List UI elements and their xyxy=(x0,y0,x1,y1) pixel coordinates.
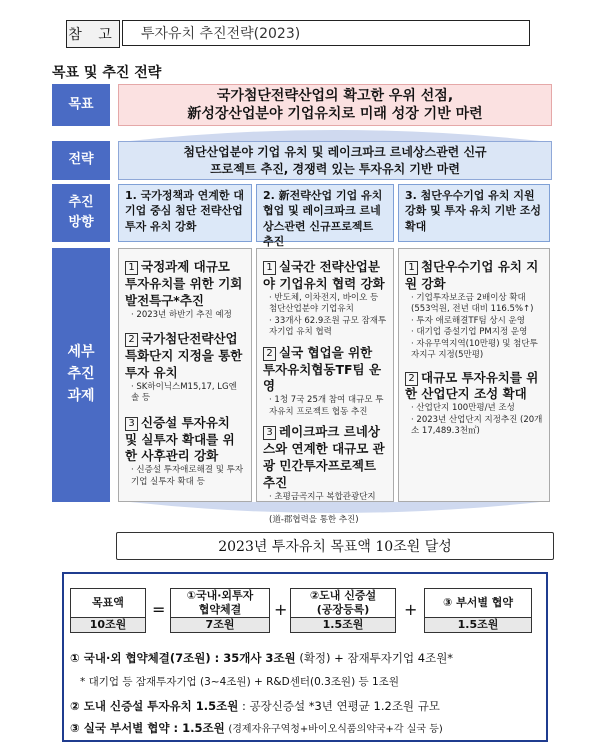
detail-sub: · 2023년 하반기 추진 예정 xyxy=(131,310,245,321)
part-label: ③ 부서별 협약 xyxy=(442,596,514,610)
strategy-label-text: 전략 xyxy=(68,152,94,168)
details-label xyxy=(52,248,110,502)
detail-item xyxy=(263,259,387,293)
document-title xyxy=(122,20,530,46)
detail-heading: 첨단우수기업 유치 지원 강화 xyxy=(405,259,539,291)
part-label: 협약체결 xyxy=(198,603,242,616)
detail-sub: · 33개사 62.9조원 규모 잠재투자기업 유치 협력 xyxy=(269,316,387,339)
goal-label-text: 목표 xyxy=(68,96,94,112)
direction-item-2: 2. 新전략산업 기업 유치 협업 및 레이크파크 르네상스관련 신규프로젝트 추진 xyxy=(256,184,394,242)
number-badge: 2 xyxy=(125,333,138,347)
goal-line-2: 新성장산업분야 기업유치로 미래 성장 기반 마련 xyxy=(187,106,483,122)
detail-sub: · 자유무역지역(10만평) 및 첨단투자지구 지정(5만평) xyxy=(411,339,543,362)
detail-sub: · 산업단지 100만평/년 조성 xyxy=(411,403,543,414)
detail-heading: 레이크파크 르네상스와 연계한 대규모 관광 민간투자프로젝트 추진 xyxy=(263,424,385,490)
detail-sub: · 투자 애로해결TF팀 상시 운영 xyxy=(411,316,543,327)
target-part-2 xyxy=(290,588,396,633)
strategy-label xyxy=(52,141,110,180)
direction-item-1: 1. 국가정책과 연계한 대기업 중심 첨단 전략산업 투자 유치 강화 xyxy=(118,184,252,242)
detail-heading: 대규모 투자유치를 위한 산업단지 조성 확대 xyxy=(405,369,539,402)
part-label: ①국내·외투자 xyxy=(186,589,254,603)
goal-label xyxy=(52,84,110,126)
detail-sub: · 반도체, 이차전지, 바이오 등 첨단산업분야 기업유치 xyxy=(269,293,387,316)
plus-sign: + xyxy=(404,600,418,619)
target-line-4 xyxy=(70,720,443,736)
detail-item xyxy=(125,259,245,310)
detail-item xyxy=(125,331,245,382)
detail-item xyxy=(263,345,387,396)
detail-sub: · SK하이닉스M15,17, LG엔솔 등 xyxy=(131,382,245,405)
detail-sub: · 대기업 증설기업 PM지정 운영 xyxy=(411,327,543,338)
target-title xyxy=(116,532,554,560)
detail-item xyxy=(125,415,245,466)
target-line-1-a: ① 국내·외 협약체결(7조원) : 35개사 3조원 xyxy=(70,651,296,665)
target-total-value: 10조원 xyxy=(71,618,145,632)
details-label-l3: 과제 xyxy=(67,387,95,404)
target-panel xyxy=(62,572,548,742)
details-label-l1: 세부 xyxy=(67,344,95,361)
section-title: 목표 및 추진 전략 xyxy=(52,65,162,81)
goal-box xyxy=(118,84,552,126)
number-badge: 1 xyxy=(405,261,418,275)
detail-sub: · (道-郡협력을 통한 추진) xyxy=(269,503,387,526)
part-label: ②도내 신증설 xyxy=(309,589,377,603)
detail-sub: · 기업투자보조금 2배이상 확대 (553억원, 전년 대비 116.5%↑) xyxy=(411,293,543,316)
reference-tag-label: 참 고 xyxy=(68,27,118,43)
part-label: (공장등록) xyxy=(316,603,370,616)
number-badge: 2 xyxy=(405,372,418,386)
strategy-line-1: 첨단산업분야 기업 유치 및 레이크파크 르네상스관련 신규 xyxy=(183,145,487,160)
detail-heading: 신증설 투자유치 및 실투자 확대를 위한 사후관리 강화 xyxy=(125,414,235,464)
detail-item xyxy=(405,370,543,404)
number-badge: 1 xyxy=(263,261,276,275)
target-line-1-b: (확정) + 잠재투자기업 4조원* xyxy=(299,651,454,665)
part-value: 1.5조원 xyxy=(425,618,531,632)
target-total-cell xyxy=(70,588,146,633)
details-column-1 xyxy=(118,248,252,502)
target-part-3 xyxy=(424,588,532,633)
detail-heading: 국가첨단전략산업 특화단지 지정을 통한 투자 유치 xyxy=(125,331,243,380)
detail-sub: · 초평금곡지구 복합관광단지 xyxy=(269,492,387,503)
details-column-3 xyxy=(398,248,550,502)
strategy-box xyxy=(118,141,552,180)
number-badge: 1 xyxy=(125,261,138,275)
detail-item xyxy=(263,424,387,492)
target-line-2: * 대기업 등 잠재투자기업 (3~4조원) + R&D센터(0.3조원) 등 1조원 xyxy=(80,676,399,688)
target-line-4-b: (경제자유구역청+바이오식품의약국+각 실국 등) xyxy=(228,724,443,735)
target-line-3 xyxy=(70,698,440,714)
detail-sub: · 1청 7국 25개 참여 대규모 투자유치 프로젝트 협동 추진 xyxy=(269,395,387,418)
equals-sign: = xyxy=(152,600,166,619)
reference-tag xyxy=(66,20,120,48)
target-line-1 xyxy=(70,650,453,666)
target-line-4-a: ③ 실국 부서별 협약 : 1.5조원 xyxy=(70,721,225,735)
target-title-text: 2023년 투자유치 목표액 10조원 달성 xyxy=(218,539,452,555)
part-value: 7조원 xyxy=(171,618,269,632)
detail-sub: · 신증설 투자애로해결 및 투자기업 실투자 확대 등 xyxy=(131,465,245,488)
detail-item xyxy=(405,259,543,293)
plus-sign: + xyxy=(274,600,288,619)
direction-label-l1: 추진 xyxy=(68,194,94,210)
details-column-2 xyxy=(256,248,394,525)
target-line-3-a: ② 도내 신증설 투자유치 1.5조원 xyxy=(70,699,239,713)
strategy-line-2: 프로젝트 추진, 경쟁력 있는 투자유치 기반 마련 xyxy=(210,161,460,176)
direction-label-l2: 방향 xyxy=(68,215,94,230)
target-part-1 xyxy=(170,588,270,633)
details-label-l2: 추진 xyxy=(67,366,95,383)
goal-line-1: 국가첨단전략산업의 확고한 우위 선점, xyxy=(216,87,454,104)
number-badge: 2 xyxy=(263,347,276,361)
document-title-text: 투자유치 추진전략(2023) xyxy=(141,26,301,42)
direction-item-3: 3. 첨단우수기업 유치 지원 강화 및 투자 유치 기반 조성 확대 xyxy=(398,184,550,242)
arrow-up-icon xyxy=(130,125,540,141)
target-line-3-b: : 공장신증설 *3년 연평균 1.2조원 규모 xyxy=(241,699,440,713)
target-total-label: 목표액 xyxy=(71,589,145,618)
detail-heading: 실국 협업을 위한 투자유치협동TF팀 운영 xyxy=(263,344,382,394)
detail-heading: 실국간 전략산업분야 기업유치 협력 강화 xyxy=(263,259,385,291)
number-badge: 3 xyxy=(263,426,276,440)
detail-sub: · 2023년 산업단지 지정추진 (20개소 17,489.3천㎡) xyxy=(411,415,543,438)
detail-heading: 국정과제 대규모 투자유치를 위한 기회발전특구*추진 xyxy=(125,259,243,308)
number-badge: 3 xyxy=(125,417,138,431)
part-value: 1.5조원 xyxy=(291,618,395,632)
direction-label xyxy=(52,184,110,242)
arrow-down-icon xyxy=(130,502,540,518)
